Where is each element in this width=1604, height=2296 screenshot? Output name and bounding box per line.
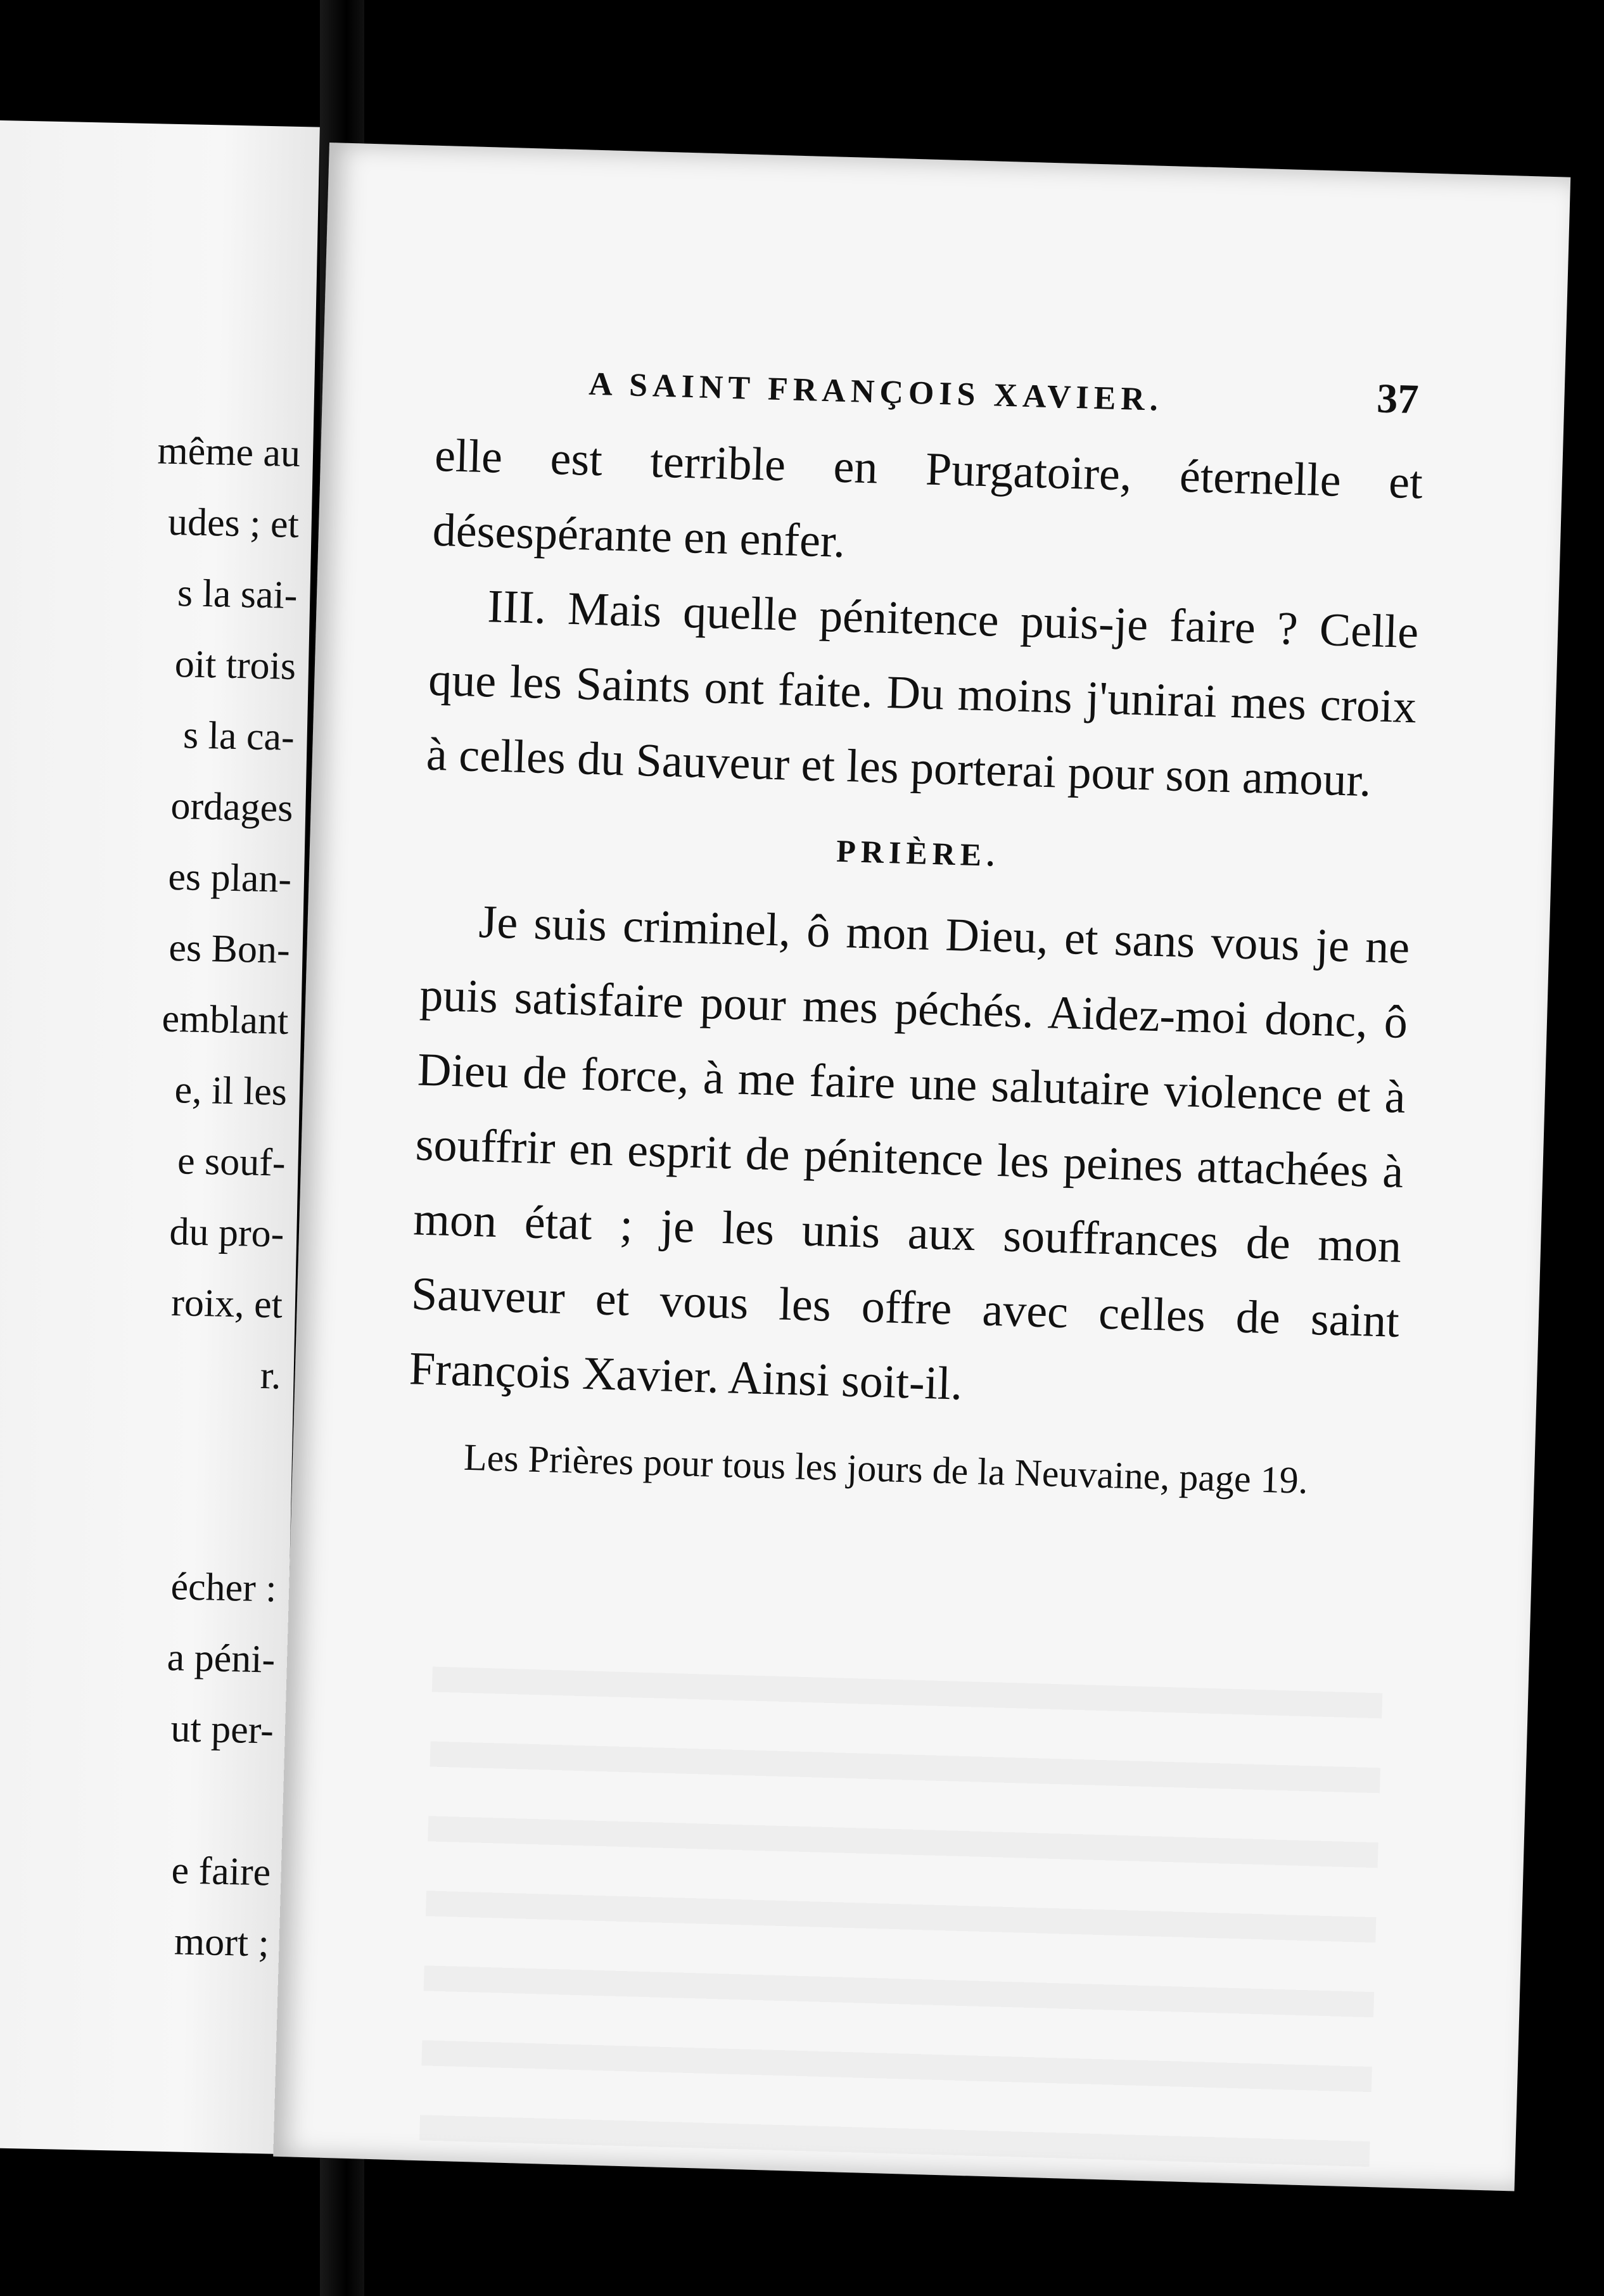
previous-page-line: s la sai- bbox=[177, 571, 298, 617]
previous-page-line: écher : bbox=[170, 1565, 277, 1610]
previous-page-text bbox=[0, 412, 301, 1979]
current-page bbox=[273, 143, 1570, 2191]
previous-page-line bbox=[0, 1405, 280, 1483]
previous-page-line: emblant bbox=[161, 997, 290, 1043]
running-title: A SAINT FRANÇOIS XAVIER. bbox=[588, 366, 1164, 418]
previous-page bbox=[0, 120, 320, 2154]
previous-page-line: ut per- bbox=[170, 1707, 274, 1752]
show-through-texture bbox=[417, 1666, 1383, 2263]
previous-page-line: a péni- bbox=[167, 1636, 276, 1681]
previous-page-line: e souf- bbox=[177, 1139, 286, 1185]
previous-page-line: es plan- bbox=[167, 855, 292, 901]
previous-page-line: même au bbox=[156, 429, 301, 476]
previous-page-line: r. bbox=[260, 1354, 282, 1398]
paragraph-iii: III. Mais quelle pénitence puis-je faire ? Celle que les Saints ont faite. Du moins j'unirai mes croix à celles du Sauveur et les porterai pour son amour. bbox=[425, 580, 1420, 807]
prayer-paragraph: Je suis criminel, ô mon Dieu, et sans vous je ne puis satisfaire pour mes péchés. Aidez-moi donc, ô Dieu de force, à me faire une salutaire violence et à souffrir en esprit de pénitence les peines attachées à mon état ; je les unis aux souffrances de mon Sauveur et vous les offre avec celles de saint François Xavier. Ainsi soit-il. bbox=[408, 896, 1411, 1410]
section-title: PRIÈRE. bbox=[836, 832, 1000, 873]
previous-page-line: roix, et bbox=[170, 1281, 283, 1327]
previous-page-line: mort ; bbox=[174, 1920, 270, 1965]
previous-page-line: oit trois bbox=[174, 642, 296, 688]
previous-page-line: ordages bbox=[170, 784, 294, 830]
previous-page-line bbox=[0, 1760, 273, 1837]
footnote-reference: Les Prières pour tous les jours de la Neuvaine, page 19. bbox=[463, 1436, 1309, 1502]
previous-page-line bbox=[0, 1476, 279, 1553]
previous-page-line: e, il les bbox=[174, 1068, 288, 1114]
previous-page-line: s la ca- bbox=[182, 713, 295, 759]
previous-page-line: e faire bbox=[170, 1849, 271, 1894]
previous-page-line: du pro- bbox=[169, 1209, 284, 1256]
continued-paragraph: elle est terrible en Purgatoire, éternelle et désespérante en enfer. bbox=[431, 429, 1423, 568]
previous-page-line: udes ; et bbox=[167, 500, 300, 547]
previous-page-line: es Bon- bbox=[168, 926, 291, 972]
page-number: 37 bbox=[1376, 375, 1420, 423]
page-body bbox=[405, 348, 1425, 1549]
